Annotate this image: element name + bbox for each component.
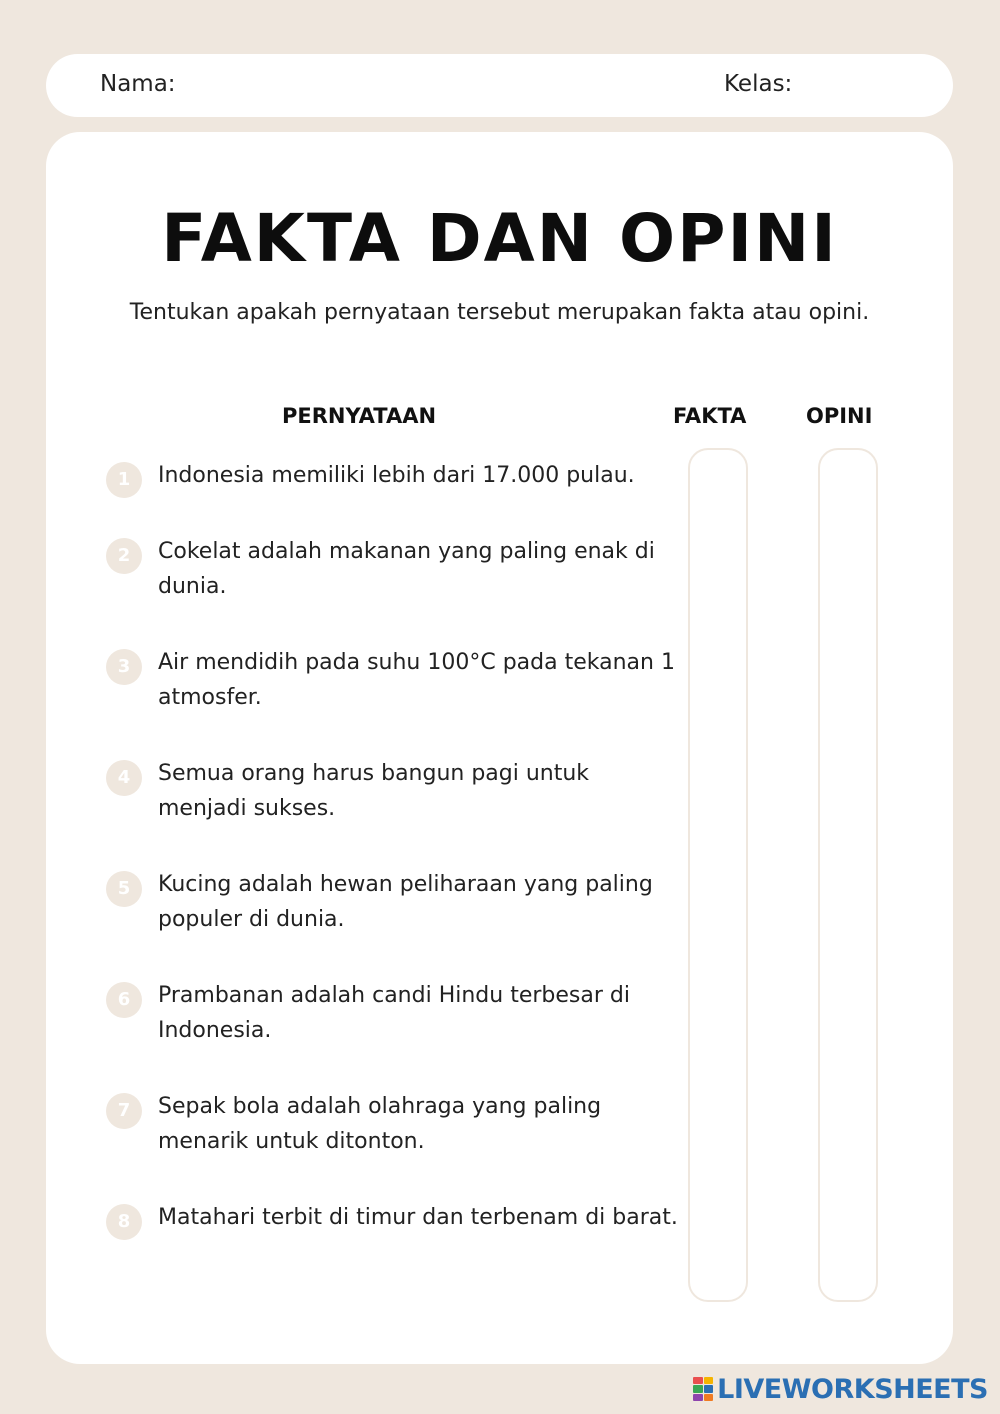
liveworksheets-icon xyxy=(693,1377,713,1401)
statement-text: Prambanan adalah candi Hindu terbesar di Indonesia. xyxy=(158,983,630,1043)
statement-text: Sepak bola adalah olahraga yang paling menarik untuk ditonton. xyxy=(158,1094,602,1154)
statement-text: Indonesia memiliki lebih dari 17.000 pulau. xyxy=(158,463,635,488)
nama-label: Nama: xyxy=(100,71,176,97)
statement-text: Semua orang harus bangun pagi untuk menjadi sukses. xyxy=(158,761,590,821)
statement-number-badge: 2 xyxy=(106,538,142,574)
column-header-opini: OPINI xyxy=(806,404,873,428)
statement-number-badge: 4 xyxy=(106,760,142,796)
worksheet-card xyxy=(46,132,953,1364)
column-header-fakta: FAKTA xyxy=(673,404,747,428)
student-info-bar xyxy=(46,54,953,117)
column-header-pernyataan: PERNYATAAN xyxy=(282,404,437,428)
worksheet-title: FAKTA DAN OPINI xyxy=(161,200,838,277)
statement-number-badge: 8 xyxy=(106,1204,142,1240)
kelas-label: Kelas: xyxy=(724,71,793,97)
statement-number-badge: 5 xyxy=(106,871,142,907)
liveworksheets-logo[interactable] xyxy=(693,1374,988,1404)
nama-input[interactable] xyxy=(186,66,710,104)
statement-text: Air mendidih pada suhu 100°C pada tekanan 1 atmosfer. xyxy=(158,650,675,710)
statement-text: Matahari terbit di timur dan terbenam di barat. xyxy=(158,1205,678,1230)
logo-text: LIVEWORKSHEETS xyxy=(717,1373,988,1405)
statement-text: Kucing adalah hewan peliharaan yang paling populer di dunia. xyxy=(158,872,653,932)
opini-drop-zone[interactable] xyxy=(818,448,878,1302)
statement-number-badge: 1 xyxy=(106,462,142,498)
worksheet-instruction: Tentukan apakah pernyataan tersebut merupakan fakta atau opini. xyxy=(129,300,870,325)
statement-text: Cokelat adalah makanan yang paling enak di dunia. xyxy=(158,539,655,599)
statement-number-badge: 6 xyxy=(106,982,142,1018)
statement-number-badge: 3 xyxy=(106,649,142,685)
fakta-drop-zone[interactable] xyxy=(688,448,748,1302)
kelas-input[interactable] xyxy=(806,66,940,104)
statement-number-badge: 7 xyxy=(106,1093,142,1129)
